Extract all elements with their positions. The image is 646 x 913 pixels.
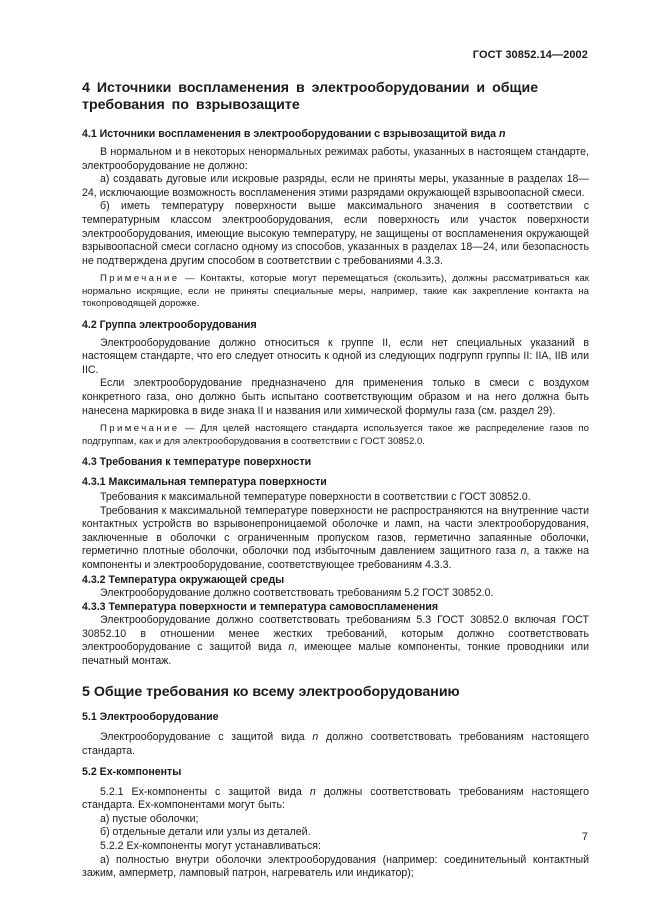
note-text: — Контакты, которые могут перемещаться (скользить), должны рассматриваться как нормально искрящие, если не приняты специальные меры, например, такие как закрепление контакта на токопроводящей дорожке.	[82, 273, 589, 310]
subsection-5-1-title: 5.1 Электрооборудование	[82, 711, 219, 724]
paragraph-4-3-3-1	[82, 614, 589, 668]
subsection-4-3-2-title: 4.3.2 Температура окружающей среды	[82, 573, 285, 586]
paragraph-4-1-b: б) иметь температуру поверхности выше максимального значения в соответствии с температурным классом электрооборудования, если поверхность или участок поверхности электрооборудования, имеющие высокую температуру, не защищены от воспламенения окружающей взрывоопасной смеси согласно одному из способов, указанных в разделах 18—24, или безопасность не подтверждена другим способом в соответствии с требованиями 4.3.3.	[82, 200, 589, 267]
protection-type-n: n	[520, 545, 527, 558]
note-4-1	[82, 273, 589, 310]
paragraph-5-2-1-tail: должны соответствовать требованиям настоящего стандарта. Ex-компонентами могут быть:	[82, 785, 589, 812]
paragraph-4-3-3-1-tail: , имеющее малые компоненты, тонкие проводники или печатный монтаж.	[82, 641, 590, 667]
paragraph-4-1-intro: В нормальном и в некоторых ненормальных режимах работы, указанных в настоящем стандарте, электрооборудование не должно:	[82, 146, 589, 172]
paragraph-4-2-2: Если электрооборудование предназначено для применения только в смеси с воздухом конкретного газа, оно должно быть испытано соответствующим образом и на него должна быть нанесена маркировка в виде знака II и названия или химической формулы газа (см. раздел 29).	[82, 377, 589, 417]
paragraph-4-3-3-1-text: Электрооборудование должно соответствовать требованиям 5.3 ГОСТ 30852.0 включая ГОСТ 30852.10 в отношении менее жестких требований, которым должно соответствовать электрооборудование с защитой вида	[82, 614, 589, 654]
paragraph-4-3-1-2-text: Требования к максимальной температуре поверхности не распространяются на внутренние части контактных устройств во взрывонепроницаемой оболочке и ламп, на части электрооборудования, заключенные в оболочки с ограниченным пропуском газов, герметично запаянные оболочки, герметично плотные оболочки, оболочки под избыточным давлением защитного газа	[82, 504, 589, 558]
paragraph-5-2-1-text: 5.2.1 Ex-компоненты с защитой вида	[100, 785, 310, 798]
subsection-5-2-title: 5.2 Ex-компоненты	[82, 765, 182, 778]
paragraph-5-1-1	[82, 731, 589, 758]
paragraph-4-3-1-2	[82, 505, 589, 573]
page-content	[82, 80, 589, 881]
subsection-4-2-title: 4.2 Группа электрооборудования	[82, 318, 257, 331]
paragraph-4-2-1: Электрооборудование должно относиться к группе II, если нет специальных указаний в настоящем стандарте, что его следует относить к одной из следующих подгрупп группы II: IIA, IIB или IIC.	[82, 336, 589, 376]
paragraph-4-3-1-2-tail: , а также на компоненты и электрооборудование, соответствующее требованиям 4.3.3.	[82, 545, 589, 571]
subsection-4-3-title: 4.3 Требования к температуре поверхности	[82, 455, 312, 468]
list-item-b: б) отдельные детали или узлы из деталей.	[100, 826, 311, 839]
protection-type-n: n	[288, 641, 295, 654]
note-label: Примечание	[100, 273, 180, 285]
list-item-a: а) пустые оболочки;	[100, 812, 199, 825]
paragraph-5-2-1	[82, 786, 589, 813]
subsection-4-1-title-text: 4.1 Источники воспламенения в электрооборудовании с взрывозащитой вида	[82, 128, 500, 140]
subsection-4-3-3-title: 4.3.3 Температура поверхности и температура самовоспламенения	[82, 601, 439, 614]
document-id: ГОСТ 30852.14—2002	[472, 49, 588, 61]
note-4-2	[82, 423, 589, 448]
subsection-4-3-1-title: 4.3.1 Максимальная температура поверхности	[82, 475, 327, 488]
protection-type-n: n	[312, 731, 319, 744]
section-5-title: 5 Общие требования ко всему электрооборудованию	[82, 684, 460, 701]
paragraph-5-1-1-tail: должно соответствовать требованиям настоящего стандарта.	[82, 731, 589, 758]
section-4-title: 4 Источники воспламенения в электрооборудовании и общие требования по взрывозащите	[82, 80, 539, 113]
paragraph-4-3-2-1: Электрооборудование должно соответствовать требованиям 5.2 ГОСТ 30852.0.	[100, 586, 494, 599]
paragraph-4-3-1-1: Требования к максимальной температуре поверхности в соответствии с ГОСТ 30852.0.	[100, 490, 531, 503]
page-number: 7	[581, 831, 588, 843]
list-item-5-2-2-a: а) полностью внутри оболочки электрооборудования (например: соединительный контактный зажим, амперметр, ламповый патрон, нагреватель или индикатор);	[82, 853, 589, 880]
note-text: — Для целей настоящего стандарта используется такое же распределение газов по подгруппам, как и для электрооборудования в соответствии с ГОСТ 30852.0.	[82, 423, 589, 447]
note-label: Примечание	[100, 423, 180, 435]
paragraph-5-1-1-text: Электрооборудование с защитой вида	[100, 731, 313, 744]
paragraph-4-1-a: а) создавать дуговые или искровые разряды, если не приняты меры, указанные в разделах 18—24, исключающие возможность воспламенения этими разрядами окружающей взрывоопасной смеси.	[82, 173, 589, 199]
protection-type-n: n	[309, 785, 316, 798]
subsection-4-1-title	[82, 128, 589, 141]
protection-type-n: n	[499, 128, 506, 140]
paragraph-5-2-2: 5.2.2 Ex-компоненты могут устанавливаться:	[100, 840, 321, 853]
